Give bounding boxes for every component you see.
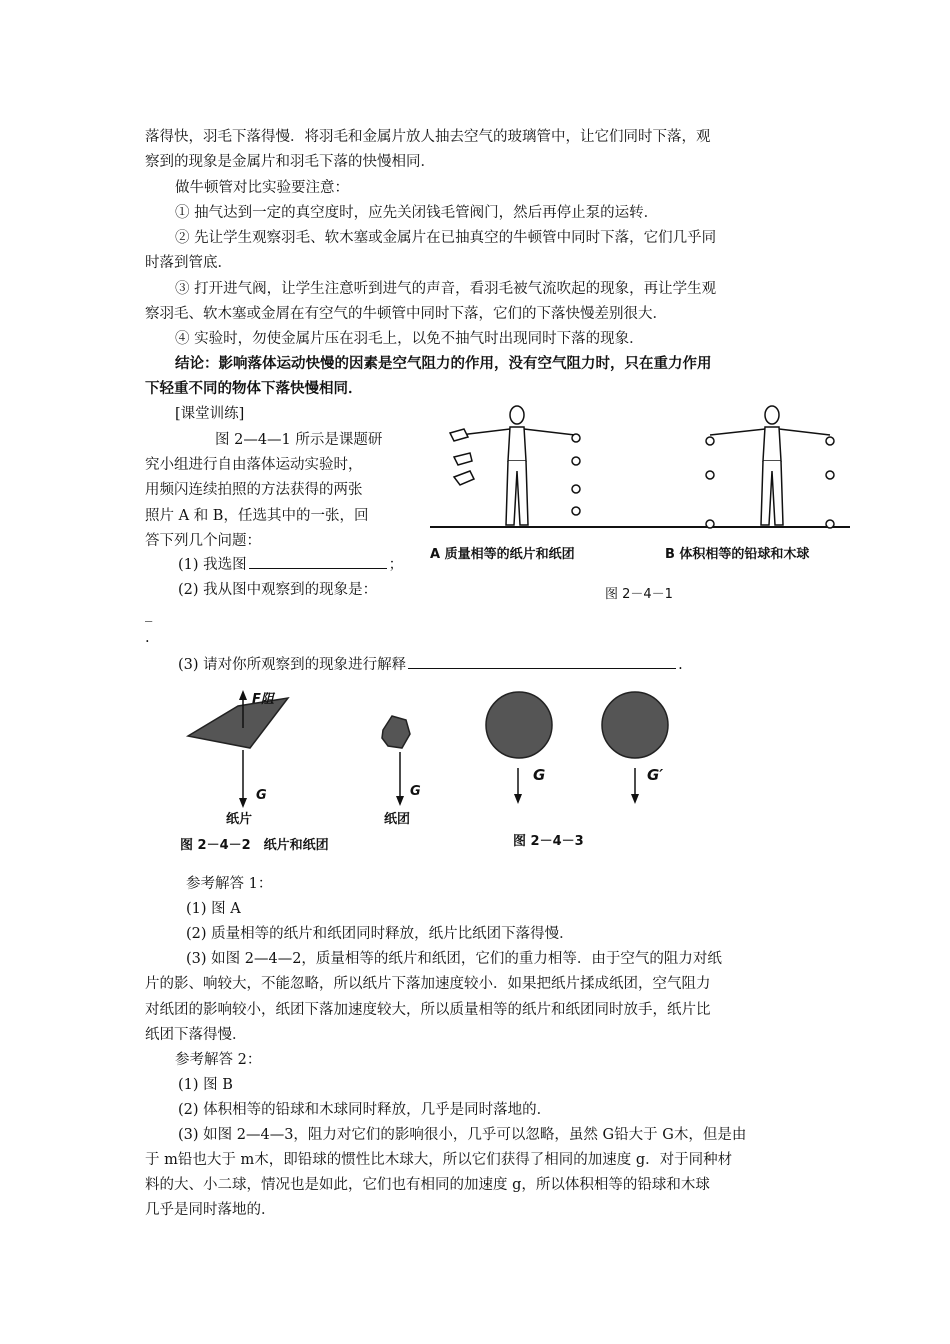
conclusion-line: 下轻重不同的物体下落快慢相同． xyxy=(145,380,363,397)
paragraph-line: 察羽毛、软木塞或金屑在有空气的牛顿管中同时下落，它们的下落快慢差别很大． xyxy=(145,306,667,322)
paragraph-line: 落得快，羽毛下落得慢．将羽毛和金属片放人抽去空气的玻璃管中，让它们同时下落，观 xyxy=(145,129,711,145)
force-f-label: F阻 xyxy=(252,692,274,707)
answer-line: (2) 体积相等的铅球和木球同时释放，几乎是同时落地的． xyxy=(178,1102,552,1118)
answer-line: 几乎是同时落地的． xyxy=(145,1202,276,1218)
answer-line: (1) 图 B xyxy=(178,1077,233,1093)
question-1-label: (1) 我选图 xyxy=(178,557,247,573)
exercise-intro: 照片 A 和 B，任选其中的一张，回 xyxy=(145,508,369,524)
paragraph-line: ② 先让学生观察羽毛、软木塞或金属片在已抽真空的牛顿管中同时下落，它们几乎同 xyxy=(175,230,717,246)
figure-b-label: B 体积相等的铅球和木球 xyxy=(665,547,810,562)
force-g-label: G xyxy=(533,766,546,784)
answer-line: (1) 图 A xyxy=(186,901,241,917)
answer-line: 纸团下落得慢． xyxy=(145,1027,247,1043)
answer-line: 片的影、响较大，不能忽略，所以纸片下落加速度较小．如果把纸片揉成纸团，空气阻力 xyxy=(145,976,711,992)
falling-balls-right xyxy=(826,437,834,528)
answer-blank-2[interactable]: _ xyxy=(145,606,153,622)
paper-ball xyxy=(382,716,410,748)
question-2: (2) 我从图中观察到的现象是： xyxy=(178,582,378,598)
figure-2-4-1 xyxy=(420,405,855,605)
question-1-end: ； xyxy=(388,557,404,573)
answer-2-title: 参考解答 2： xyxy=(175,1052,262,1068)
paper-ball-label: 纸团 xyxy=(384,812,411,827)
figure-a-label: A 质量相等的纸片和纸团 xyxy=(430,547,575,562)
exercise-intro: 用频闪连续拍照的方法获得的两张 xyxy=(145,482,363,498)
answer-line: (2) 质量相等的纸片和纸团同时释放，纸片比纸团下落得慢． xyxy=(186,926,574,942)
exercise-intro: 图 2—4—1 所示是课题研 xyxy=(215,432,383,448)
exercise-intro: 答下列几个问题： xyxy=(145,533,261,549)
force-g-label: G xyxy=(410,784,421,799)
answer-blank-3[interactable] xyxy=(408,654,676,669)
falling-paper xyxy=(450,429,474,485)
paragraph-line: 做牛顿管对比实验要注意： xyxy=(175,180,349,196)
question-1 xyxy=(178,554,403,575)
figure-2-4-1-drawing xyxy=(420,405,855,605)
figure-2-4-3 xyxy=(485,690,685,855)
figure-2-4-2 xyxy=(178,688,448,853)
person-a-figure xyxy=(460,406,575,525)
figure-2-4-2-caption: 图 2－4－2 纸片和纸团 xyxy=(180,838,329,853)
question-2-end: . xyxy=(145,630,150,646)
answer-line: (3) 如图 2—4—2，质量相等的纸片和纸团，它们的重力相等．由于空气的阻力对纸 xyxy=(186,951,722,967)
answer-1-title: 参考解答 1： xyxy=(186,876,273,892)
paragraph-line: ③ 打开进气阀，让学生注意听到进气的声音，看羽毛被气流吹起的现象，再让学生观 xyxy=(175,281,717,297)
question-3-label: (3) 请对你所观察到的现象进行解释 xyxy=(178,657,407,673)
paragraph-line: 时落到管底． xyxy=(145,255,232,271)
question-3 xyxy=(178,654,683,675)
paragraph-line: ① 抽气达到一定的真空度时，应先关闭钱毛管阀门，然后再停止泵的运转． xyxy=(175,205,659,221)
falling-paper-balls xyxy=(572,434,580,515)
answer-line: 对纸团的影响较小，纸团下落加速度较大，所以质量相等的纸片和纸团同时放手，纸片比 xyxy=(145,1002,711,1018)
answer-line: 料的大、小二球，情况也是如此，它们也有相同的加速度 g，所以体积相等的铅球和木球 xyxy=(145,1177,710,1193)
figure-2-4-3-caption: 图 2－4－3 xyxy=(513,834,584,849)
wood-ball xyxy=(602,692,668,758)
figure-2-4-2-drawing xyxy=(178,688,448,853)
falling-balls-left xyxy=(706,437,714,528)
paragraph-line: ④ 实验时，勿使金属片压在羽毛上，以免不抽气时出现同时下落的现象． xyxy=(175,331,644,347)
exercise-intro: 究小组进行自由落体运动实验时， xyxy=(145,457,363,473)
paragraph-line: 察到的现象是金属片和羽毛下落的快慢相同． xyxy=(145,154,435,170)
exercise-heading: [课堂训练] xyxy=(175,406,245,422)
answer-line: (3) 如图 2—4—3，阻力对它们的影响很小，几乎可以忽略，虽然 G铅大于 G木，但是由 xyxy=(178,1127,747,1143)
lead-ball xyxy=(486,692,552,758)
person-b-figure xyxy=(710,406,830,525)
paper-sheet-label: 纸片 xyxy=(226,812,253,827)
figure-2-4-1-caption: 图 2－4－1 xyxy=(605,587,673,602)
question-3-end: . xyxy=(678,657,683,673)
answer-line: 于 m铅也大于 m木，即铅球的惯性比木球大，所以它们获得了相同的加速度 g．对于同种材 xyxy=(145,1152,733,1168)
force-g-prime-label: G′ xyxy=(647,766,664,784)
force-g-label: G xyxy=(256,788,267,803)
conclusion-line: 结论：影响落体运动快慢的因素是空气阻力的作用，没有空气阻力时，只在重力作用 xyxy=(175,355,712,372)
answer-blank-1[interactable] xyxy=(249,554,387,569)
